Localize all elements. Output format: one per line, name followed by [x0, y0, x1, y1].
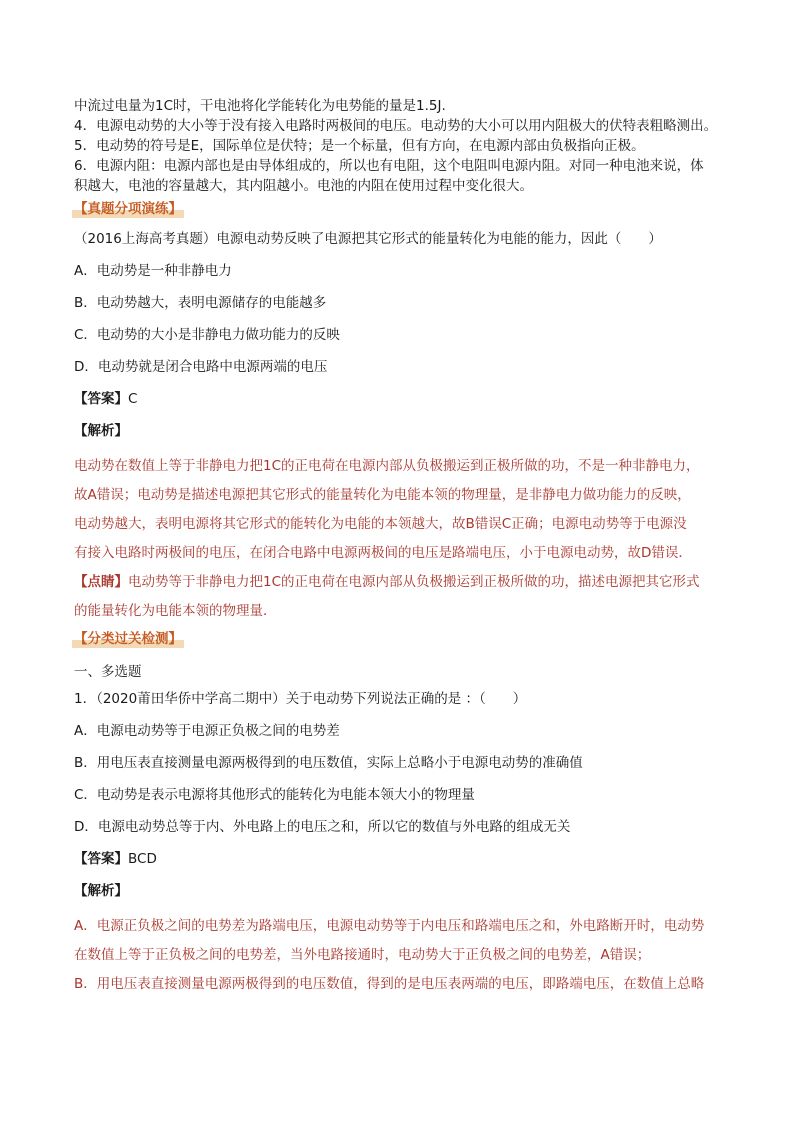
- tip-label: 【点睛】: [74, 574, 128, 590]
- answer-line: [74, 389, 724, 409]
- document-page: [74, 96, 724, 999]
- option-c: C．电动势是表示电源将其他形式的能转化为电能本领大小的物理量: [74, 787, 475, 803]
- option-d: D．电动势就是闭合电路中电源两端的电压: [74, 359, 328, 375]
- section-title: 【分类过关检测】: [74, 631, 182, 647]
- analysis-line-1: A．电源正负极之间的电势差为路端电压，电源电动势等于内电压和路端电压之和，外电路断开时，电动势: [74, 918, 705, 934]
- answer-value: BCD: [128, 851, 157, 867]
- option-a: A．电动势是一种非静电力: [74, 263, 232, 279]
- analysis-label: 【解析】: [74, 423, 128, 439]
- option-b: B．电动势越大，表明电源储存的电能越多: [74, 295, 327, 311]
- analysis-line-3: 电动势越大，表明电源将其它形式的能转化为电能的本领越大，故B错误C正确；电源电动势等于电源没: [74, 516, 687, 532]
- answer-label: 【答案】: [74, 391, 128, 407]
- analysis-line-2: 在数值上等于正负极之间的电势差，当外电路接通时，电动势大于正负极之间的电势差，A错误；: [74, 947, 651, 963]
- option-b: B．用电压表直接测量电源两极得到的电压数值，实际上总略小于电源电动势的准确值: [74, 755, 583, 771]
- section-title: 【真题分项演练】: [74, 201, 182, 217]
- option-a: A．电源电动势等于电源正负极之间的电势差: [74, 723, 340, 739]
- tip-text-1: 电动势等于非静电力把1C的正电荷在电源内部从负极搬运到正极所做的功，描述电源把其它形式: [128, 574, 700, 590]
- question-stem: （2016上海高考真题）电源电动势反映了电源把其它形式的能量转化为电能的能力，因此（ ）: [74, 231, 662, 247]
- intro-line-3: 5．电动势的符号是E，国际单位是伏特；是一个标量，但有方向，在电源内部由负极指向正极。: [74, 138, 645, 154]
- section-heading-check: [74, 628, 724, 648]
- analysis-line-3: B．用电压表直接测量电源两极得到的电压数值，得到的是电压表两端的电压，即路端电压，在数值上总略: [74, 976, 705, 992]
- analysis-label: 【解析】: [74, 883, 128, 899]
- question-stem: 1．（2020莆田华侨中学高二期中）关于电动势下列说法正确的是 ：（ ）: [74, 691, 527, 707]
- answer-line: [74, 849, 724, 869]
- option-d: D．电源电动势总等于内、外电路上的电压之和，所以它的数值与外电路的组成无关: [74, 819, 571, 835]
- intro-line-1: 中流过电量为1C时，干电池将化学能转化为电势能的量是1.5J.: [74, 98, 446, 114]
- tip-line-1: [74, 568, 724, 597]
- intro-line-5: 积越大，电池的容量越大，其内阻越小。电池的内阻在使用过程中变化很大。: [74, 178, 533, 194]
- analysis-line-2: 故A错误；电动势是描述电源把其它形式的能量转化为电能本领的物理量，是非静电力做功能力的反映，: [74, 487, 691, 503]
- analysis-line-4: 有接入电路时两极间的电压，在闭合电路中电源两极间的电压是路端电压，小于电源电动势，故D错误．: [74, 545, 692, 561]
- answer-value: C: [128, 391, 138, 407]
- intro-line-4: 6．电源内阻：电源内部也是由导体组成的，所以也有电阻，这个电阻叫电源内阻。对同一种电池来说，体: [74, 158, 704, 174]
- section-heading-real-exam: [74, 198, 724, 218]
- part-title: 一、多选题: [74, 664, 142, 680]
- analysis-line-1: 电动势在数值上等于非静电力把1C的正电荷在电源内部从负极搬运到正极所做的功，不是一种非静电力，: [74, 458, 700, 474]
- intro-line-2: 4．电源电动势的大小等于没有接入电路时两极间的电压。电动势的大小可以用内阻极大的伏特表粗略测出。: [74, 118, 718, 134]
- option-c: C．电动势的大小是非静电力做功能力的反映: [74, 327, 340, 343]
- tip-line-2: 的能量转化为电能本领的物理量．: [74, 603, 277, 619]
- answer-label: 【答案】: [74, 851, 128, 867]
